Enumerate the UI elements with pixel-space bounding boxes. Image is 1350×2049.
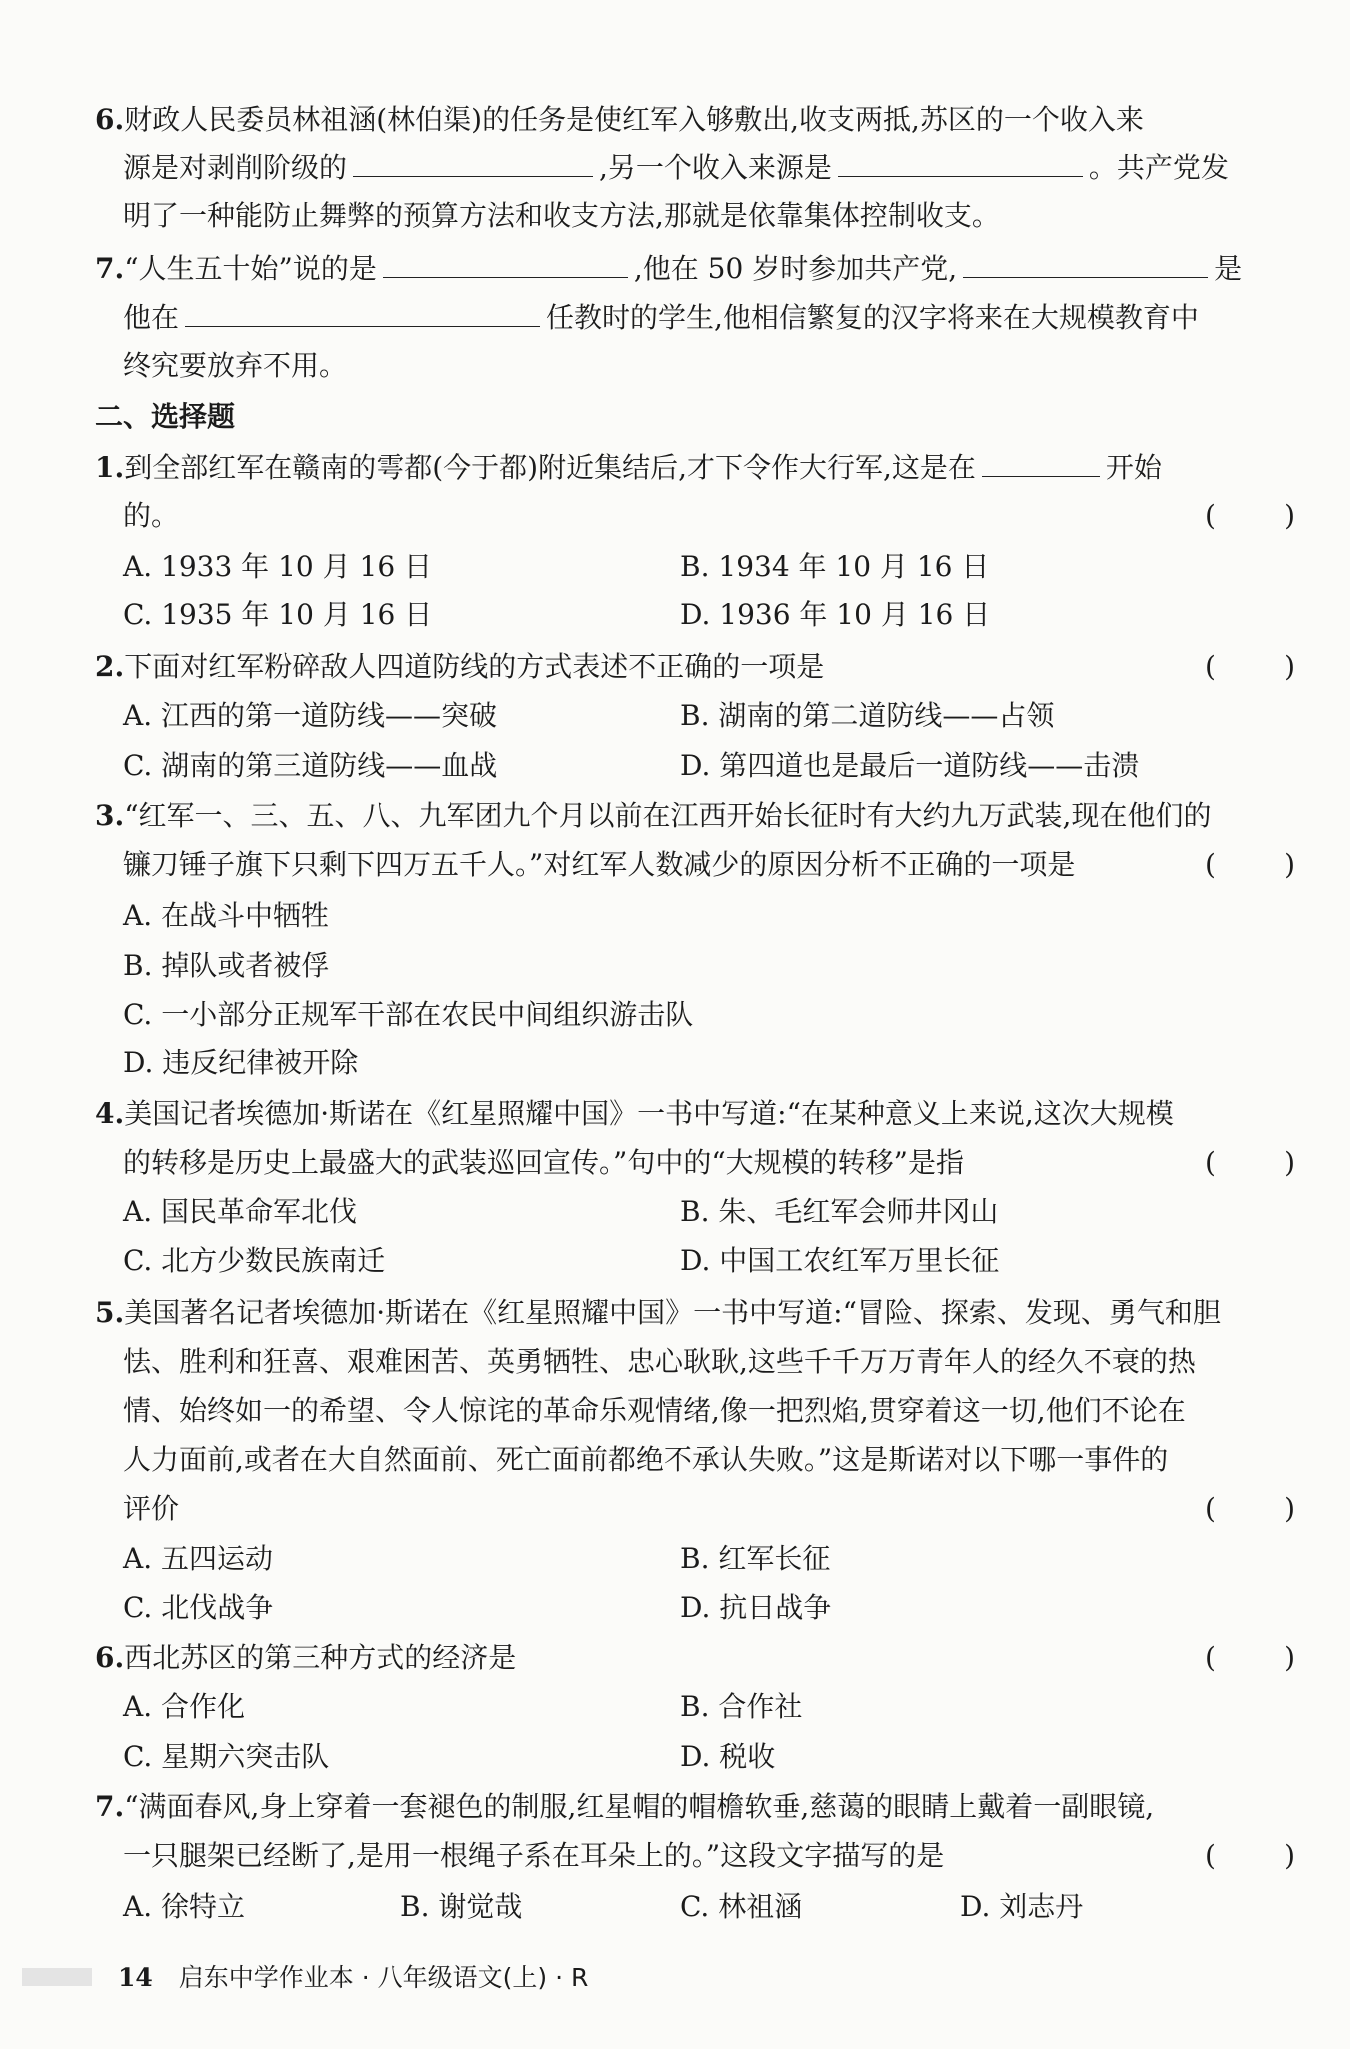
choice-q1-line2 bbox=[123, 494, 1323, 538]
option-c[interactable]: C. 湖南的第三道防线——血战 bbox=[123, 749, 498, 782]
page-footer bbox=[118, 1958, 588, 1998]
choice-q5-line1 bbox=[95, 1291, 1295, 1335]
book-title: 启东中学作业本 · 八年级语文(上) · R bbox=[178, 1963, 589, 1992]
paren-open: ( bbox=[1205, 1146, 1216, 1179]
choice-q3-line2 bbox=[123, 843, 1323, 887]
question-text: 。共产党发 bbox=[1088, 151, 1229, 184]
choice-q5-line4 bbox=[123, 1438, 1323, 1482]
choice-q6-line1 bbox=[95, 1636, 1295, 1680]
option-a[interactable]: A. 徐特立 bbox=[123, 1890, 246, 1923]
question-text: 情、始终如一的希望、令人惊诧的革命乐观情绪,像一把烈焰,贯穿着这一切,他们不论在 bbox=[123, 1394, 1186, 1427]
answer-blank[interactable] bbox=[383, 247, 628, 278]
question-text: “人生五十始”说的是 bbox=[124, 252, 377, 285]
question-text: 任教时的学生,他相信繁复的汉字将来在大规模教育中 bbox=[546, 301, 1199, 334]
question-text: 是 bbox=[1214, 252, 1243, 285]
question-number: 2. bbox=[95, 650, 125, 683]
option-a[interactable]: A. 江西的第一道防线——突破 bbox=[123, 699, 498, 732]
option-d[interactable]: D. 税收 bbox=[680, 1740, 776, 1773]
option-c[interactable]: C. 一小部分正规军干部在农民中间组织游击队 bbox=[123, 998, 694, 1031]
option-b[interactable]: B. 1934 年 10 月 16 日 bbox=[680, 550, 990, 583]
answer-blank[interactable] bbox=[963, 247, 1208, 278]
option-c[interactable]: C. 星期六突击队 bbox=[123, 1740, 330, 1773]
question-text: 的。 bbox=[123, 499, 180, 532]
answer-blank[interactable] bbox=[185, 296, 540, 327]
paren-close: ) bbox=[1284, 1492, 1295, 1525]
answer-blank[interactable] bbox=[353, 146, 593, 177]
option-b[interactable]: B. 湖南的第二道防线——占领 bbox=[680, 699, 1055, 732]
question-text: “红军一、三、五、八、九军团九个月以前在江西开始长征时有大约九万武装,现在他们的 bbox=[124, 799, 1212, 832]
fill-q7-line2 bbox=[123, 296, 1323, 340]
paren-close: ) bbox=[1284, 1641, 1295, 1674]
paren-open: ( bbox=[1205, 848, 1216, 881]
answer-paren[interactable] bbox=[1205, 494, 1295, 538]
question-text: 怯、胜利和狂喜、艰难困苦、英勇牺牲、忠心耿耿,这些千千万万青年人的经久不衰的热 bbox=[123, 1345, 1196, 1378]
question-text: 源是对剥削阶级的 bbox=[123, 151, 348, 184]
paren-close: ) bbox=[1284, 848, 1295, 881]
question-text: 财政人民委员林祖涵(林伯渠)的任务是使红军入够敷出,收支两抵,苏区的一个收入来 bbox=[124, 103, 1144, 136]
fill-q6-line2 bbox=[123, 146, 1323, 190]
question-text: 明了一种能防止舞弊的预算方法和收支方法,那就是依靠集体控制收支。 bbox=[123, 199, 1000, 232]
paren-close: ) bbox=[1284, 650, 1295, 683]
paren-close: ) bbox=[1284, 499, 1295, 532]
fill-q6-line3 bbox=[123, 194, 1323, 238]
option-b[interactable]: B. 谢觉哉 bbox=[400, 1890, 523, 1923]
question-number: 6. bbox=[95, 1641, 125, 1674]
option-d[interactable]: D. 违反纪律被开除 bbox=[123, 1046, 359, 1079]
choice-q7-line2 bbox=[123, 1834, 1323, 1878]
paren-close: ) bbox=[1284, 1839, 1295, 1872]
answer-paren[interactable] bbox=[1205, 843, 1295, 887]
option-c[interactable]: C. 北伐战争 bbox=[123, 1591, 274, 1624]
paren-open: ( bbox=[1205, 1492, 1216, 1525]
option-d[interactable]: D. 抗日战争 bbox=[680, 1591, 832, 1624]
option-c[interactable]: C. 林祖涵 bbox=[680, 1890, 803, 1923]
question-text: 一只腿架已经断了,是用一根绳子系在耳朵上的。”这段文字描写的是 bbox=[123, 1839, 945, 1872]
paren-open: ( bbox=[1205, 499, 1216, 532]
option-b[interactable]: B. 朱、毛红军会师井冈山 bbox=[680, 1195, 999, 1228]
option-d[interactable]: D. 1936 年 10 月 16 日 bbox=[680, 598, 991, 631]
answer-paren[interactable] bbox=[1205, 1636, 1295, 1680]
question-text: 美国记者埃德加·斯诺在《红星照耀中国》一书中写道:“在某种意义上来说,这次大规模 bbox=[124, 1097, 1174, 1130]
paren-open: ( bbox=[1205, 650, 1216, 683]
question-number: 1. bbox=[95, 451, 125, 484]
choice-q4-line1 bbox=[95, 1092, 1295, 1136]
option-b[interactable]: B. 红军长征 bbox=[680, 1542, 831, 1575]
question-text: 开始 bbox=[1105, 451, 1162, 484]
option-a[interactable]: A. 在战斗中牺牲 bbox=[123, 899, 330, 932]
question-text: “满面春风,身上穿着一套褪色的制服,红星帽的帽檐软垂,慈蔼的眼睛上戴着一副眼镜, bbox=[124, 1790, 1155, 1823]
option-a[interactable]: A. 国民革命军北伐 bbox=[123, 1195, 358, 1228]
question-text: 西北苏区的第三种方式的经济是 bbox=[124, 1641, 517, 1674]
question-text: 到全部红军在赣南的雩都(今于都)附近集结后,才下令作大行军,这是在 bbox=[124, 451, 976, 484]
question-text: 评价 bbox=[123, 1492, 180, 1525]
footer-decoration bbox=[22, 1968, 92, 1986]
question-text: 的转移是历史上最盛大的武装巡回宣传。”句中的“大规模的转移”是指 bbox=[123, 1146, 964, 1179]
question-text: 他在 bbox=[123, 301, 180, 334]
choice-q3-line1 bbox=[95, 794, 1295, 838]
paren-open: ( bbox=[1205, 1641, 1216, 1674]
choice-q4-line2 bbox=[123, 1141, 1323, 1185]
fill-q7-line3 bbox=[123, 344, 1323, 388]
choice-q1-line1 bbox=[95, 446, 1295, 490]
option-a[interactable]: A. 合作化 bbox=[123, 1690, 246, 1723]
fill-q7-line1 bbox=[95, 247, 1295, 291]
question-number: 3. bbox=[95, 799, 125, 832]
option-b[interactable]: B. 合作社 bbox=[680, 1690, 803, 1723]
question-number: 4. bbox=[95, 1097, 125, 1130]
question-number: 5. bbox=[95, 1296, 125, 1329]
option-d[interactable]: D. 中国工农红军万里长征 bbox=[680, 1244, 1000, 1277]
option-c[interactable]: C. 北方少数民族南迁 bbox=[123, 1244, 386, 1277]
paren-open: ( bbox=[1205, 1839, 1216, 1872]
choice-q5-line2 bbox=[123, 1340, 1323, 1384]
answer-blank[interactable] bbox=[982, 446, 1100, 477]
option-c[interactable]: C. 1935 年 10 月 16 日 bbox=[123, 598, 433, 631]
paren-close: ) bbox=[1284, 1146, 1295, 1179]
question-number: 6. bbox=[95, 103, 125, 136]
fill-q6-line1 bbox=[95, 98, 1295, 142]
option-a[interactable]: A. 五四运动 bbox=[123, 1542, 274, 1575]
question-text: 镰刀锤子旗下只剩下四万五千人。”对红军人数减少的原因分析不正确的一项是 bbox=[123, 848, 1076, 881]
question-text: ,他在 50 岁时参加共产党, bbox=[633, 252, 958, 285]
question-text: 美国著名记者埃德加·斯诺在《红星照耀中国》一书中写道:“冒险、探索、发现、勇气和胆 bbox=[124, 1296, 1221, 1329]
option-d[interactable]: D. 刘志丹 bbox=[960, 1890, 1084, 1923]
question-text: 人力面前,或者在大自然面前、死亡面前都绝不承认失败。”这是斯诺对以下哪一事件的 bbox=[123, 1443, 1169, 1476]
answer-paren[interactable] bbox=[1205, 1141, 1295, 1185]
question-number: 7. bbox=[95, 252, 125, 285]
question-text: 终究要放弃不用。 bbox=[123, 349, 348, 382]
choice-q2-line1 bbox=[95, 645, 1295, 689]
answer-paren[interactable] bbox=[1205, 1487, 1295, 1531]
option-a[interactable]: A. 1933 年 10 月 16 日 bbox=[123, 550, 433, 583]
answer-paren[interactable] bbox=[1205, 1834, 1295, 1878]
option-d[interactable]: D. 第四道也是最后一道防线——击溃 bbox=[680, 749, 1140, 782]
choice-q5-line3 bbox=[123, 1389, 1323, 1433]
page-number: 14 bbox=[118, 1963, 153, 1992]
question-text: ,另一个收入来源是 bbox=[599, 151, 832, 184]
question-number: 7. bbox=[95, 1790, 125, 1823]
question-text: 下面对红军粉碎敌人四道防线的方式表述不正确的一项是 bbox=[124, 650, 825, 683]
choice-q5-line5 bbox=[123, 1487, 1323, 1531]
option-b[interactable]: B. 掉队或者被俘 bbox=[123, 949, 330, 982]
answer-blank[interactable] bbox=[838, 146, 1083, 177]
choice-q7-line1 bbox=[95, 1785, 1295, 1829]
answer-paren[interactable] bbox=[1205, 645, 1295, 689]
section-title: 二、选择题 bbox=[95, 400, 236, 433]
